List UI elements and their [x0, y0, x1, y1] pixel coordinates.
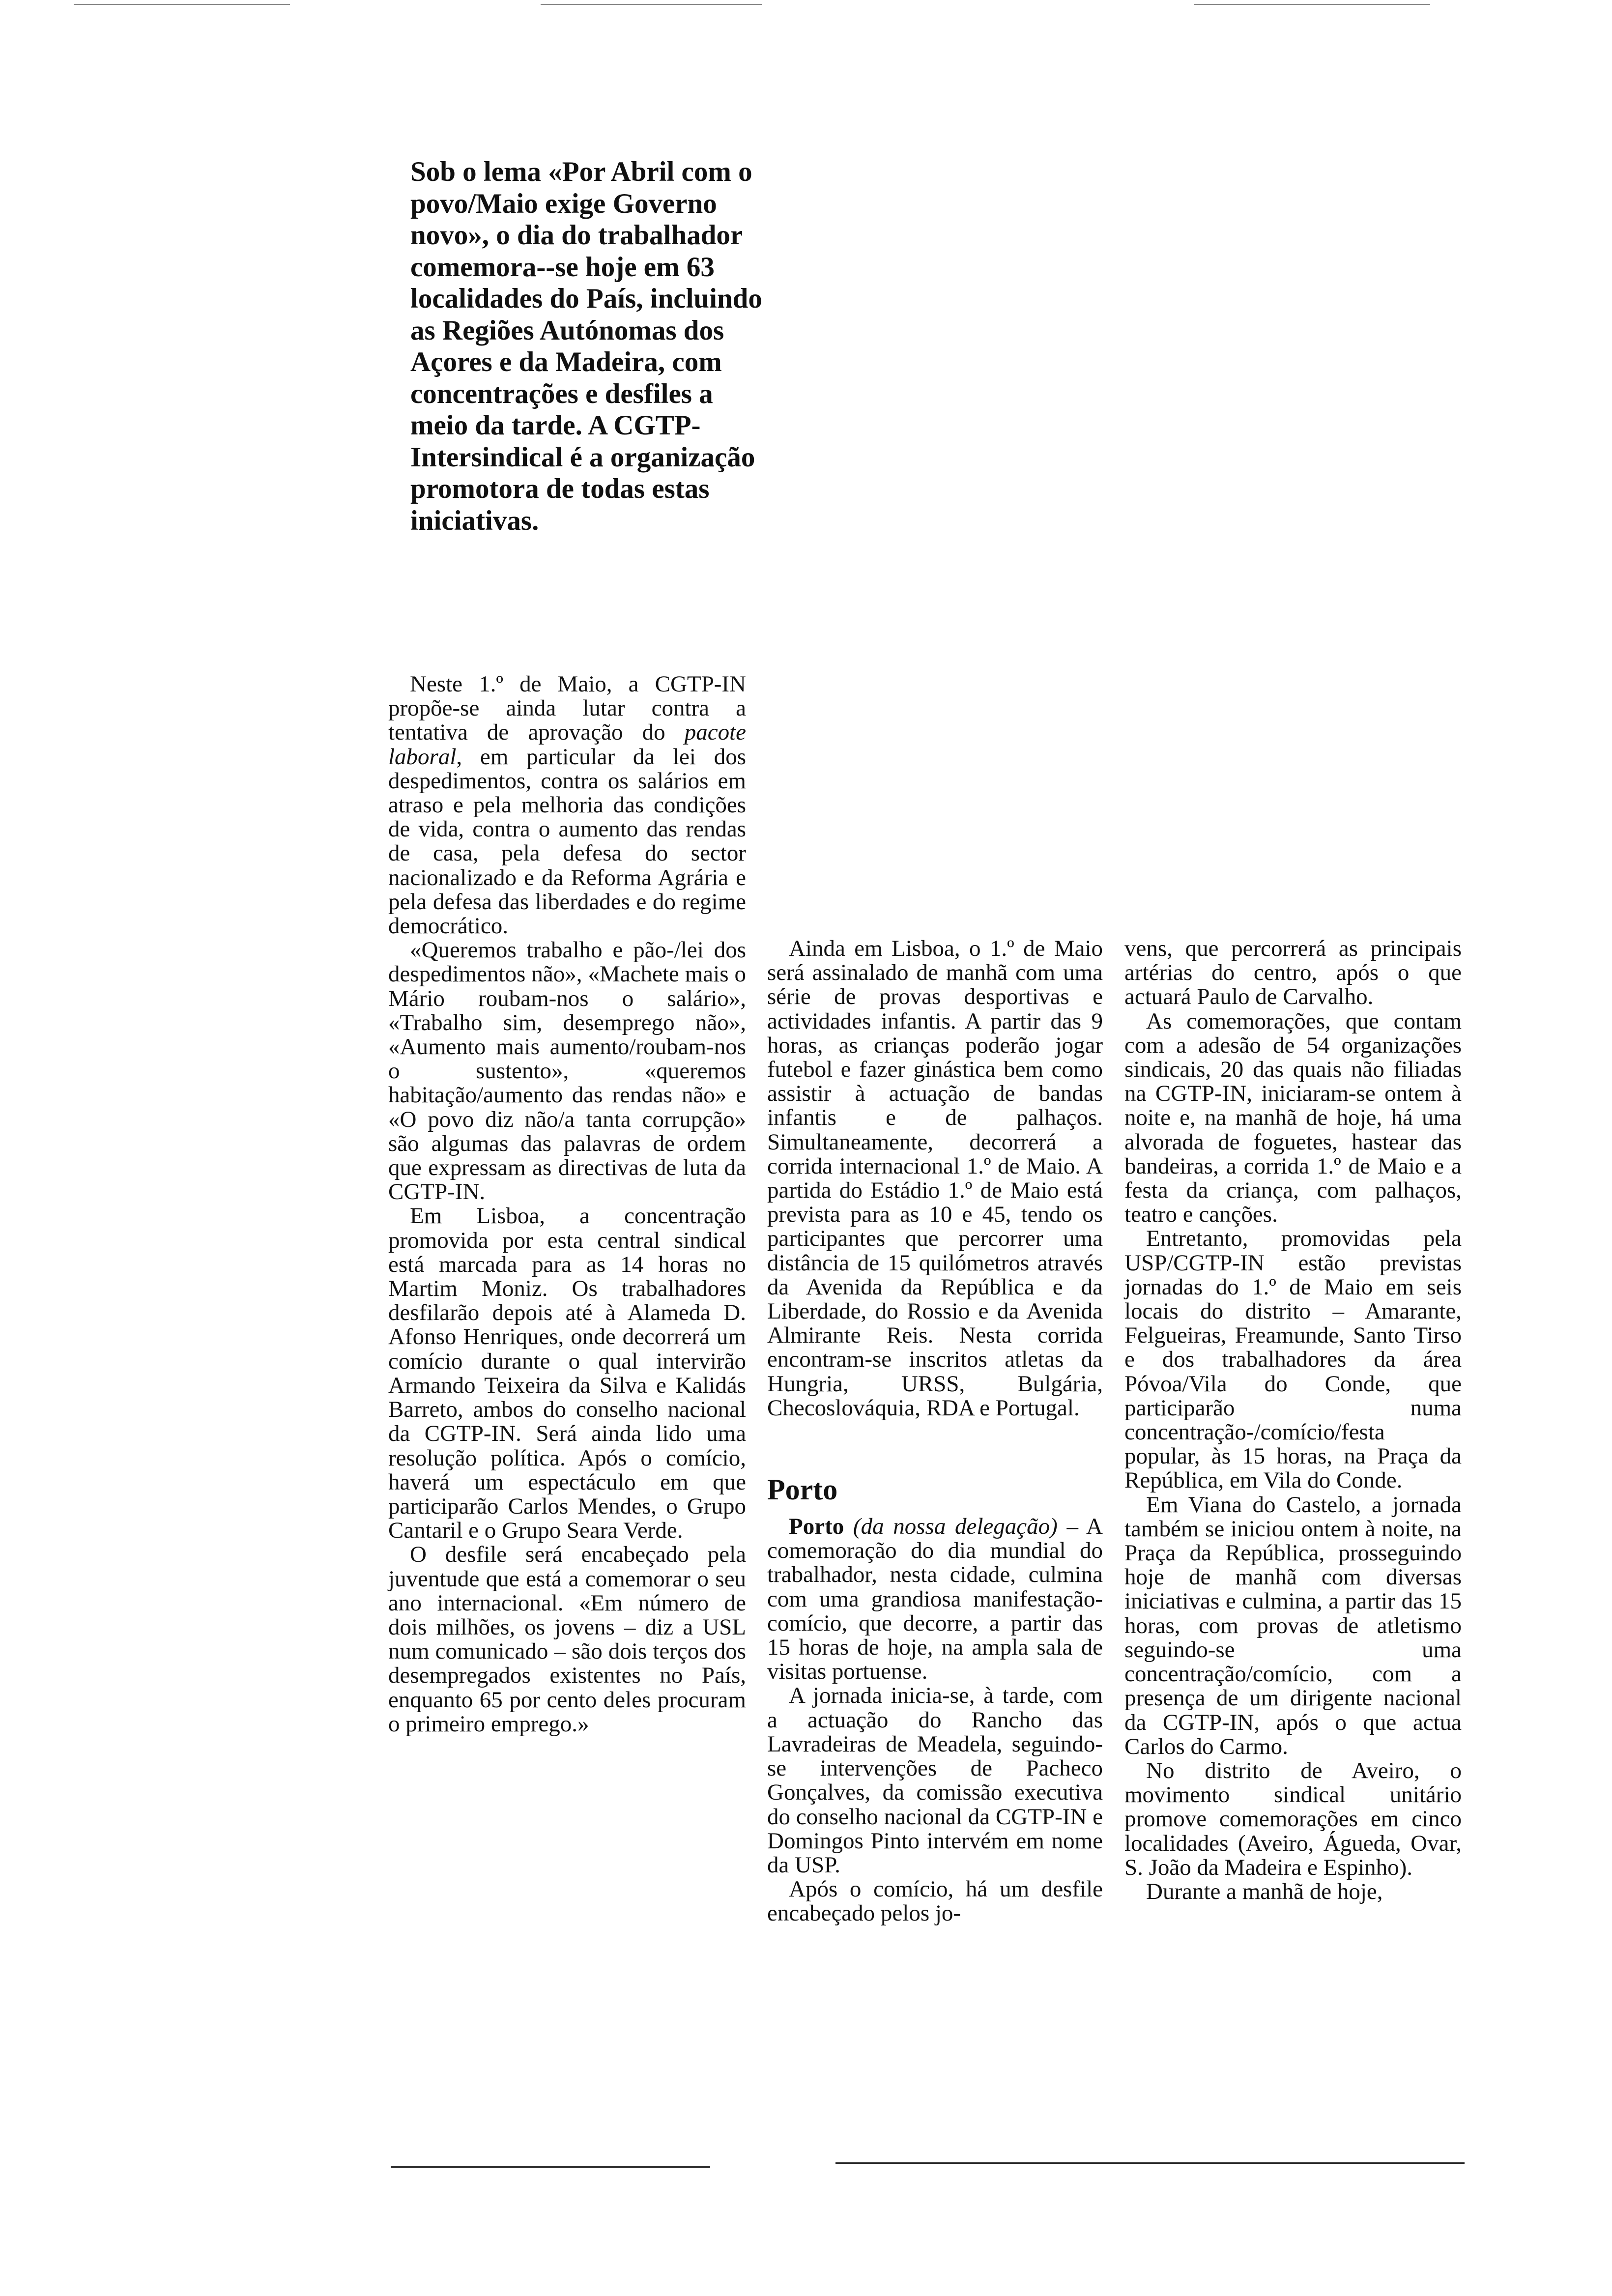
- top-rule-left: [74, 4, 290, 5]
- col3-paragraph-6: Durante a manhã de hoje,: [1146, 1878, 1383, 1904]
- article-column-3: [1124, 937, 1462, 1904]
- col3-paragraph-4: Em Viana do Castelo, a jornada também se iniciou ontem à noite, na Praça da República, prosseguindo hoje de manhã com diversas iniciativas e culmina, a partir das 15 horas, com provas de atletismo seguindo-se uma concentração/comício, com a presença de um dirigente nacional da CGTP-IN, após o que actua Carlos do Carmo.: [1124, 1492, 1462, 1759]
- article-column-1: [388, 672, 746, 1736]
- bottom-rule-left: [391, 2166, 710, 2168]
- col1-paragraph-4: O desfile será encabeçado pela juventude que está a comemorar o seu ano internacional. «Em número de dois milhões, os jovens – diz a USL num comunicado – são dois terços dos desempregados existentes no País, enquanto 65 por cento deles procuram o primeiro emprego.»: [388, 1542, 746, 1737]
- col3-paragraph-2: As comemorações, que contam com a adesão de 54 organizações sindicais, 20 das quais não filiadas na CGTP-IN, iniciaram-se ontem à noite e, na manhã de hoje, há uma alvorada de foguetes, hastear das bandeiras, a corrida 1.º de Maio e a festa da criança, com palhaços, teatro e canções.: [1124, 1008, 1462, 1228]
- top-rule-center: [541, 4, 762, 5]
- col3-paragraph-5: No distrito de Aveiro, o movimento sindical unitário promove comemorações em cinco localidades (Aveiro, Águeda, Ovar, S. João da Madeira e Espinho).: [1124, 1757, 1462, 1880]
- col2-paragraph-2: Porto (da nossa delegação) – A comemoração do dia mundial do trabalhador, nesta cidade, culmina com uma grandiosa manifestação-comício, que decorre, a partir das 15 horas de hoje, na ampla sala de visitas portuense.: [767, 1514, 1103, 1685]
- col1-paragraph-1: Neste 1.º de Maio, a CGTP-IN propõe-se ainda lutar contra a tentativa de aprovação do pacote laboral, em particular da lei dos despedimentos, contra os salários em atraso e pela melhoria das condições de vida, contra o aumento das rendas de casa, pela defesa do sector nacionalizado e da Reforma Agrária e pela defesa das liberdades e do regime democrático.: [388, 671, 746, 939]
- lead-paragraph: Sob o lema «Por Abril com o povo/Maio exige Governo novo», o dia do trabalhador comemora--se hoje em 63 localidades do País, incluindo as Regiões Autónomas dos Açores e da Madeira, com concentrações e desfiles a meio da tarde. A CGTP-Intersindical é a organização promotora de todas estas iniciativas.: [410, 156, 762, 536]
- col2-paragraph-1: Ainda em Lisboa, o 1.º de Maio será assinalado de manhã com uma série de provas desportivas e actividades infantis. A partir das 9 horas, as crianças poderão jogar futebol e fazer ginástica bem como assistir à actuação de bandas infantis e de palhaços. Simultaneamente, decorrerá a corrida internacional 1.º de Maio. A partida do Estádio 1.º de Maio está prevista para as 10 e 45, tendo os participantes que percorrer uma distância de 15 quilómetros através da Avenida da República e da Liberdade, do Rossio e da Avenida Almirante Reis. Nesta corrida encontram-se inscritos atletas da Hungria, URSS, Bulgária, Checoslováquia, RDA e Portugal.: [767, 936, 1103, 1421]
- top-rule-right: [1194, 4, 1430, 5]
- section-heading-porto: Porto: [767, 1473, 838, 1506]
- article-column-2: [767, 937, 1103, 1926]
- col1-paragraph-3: Em Lisboa, a concentração promovida por esta central sindical está marcada para as 14 horas no Martim Moniz. Os trabalhadores desfilarão depois até à Alameda D. Afonso Henriques, onde decorrerá um comício durante o qual intervirão Armando Teixeira da Silva e Kalidás Barreto, ambos do conselho nacional da CGTP-IN. Será ainda lido uma resolução política. Após o comício, haverá um espectáculo em que participarão Carlos Mendes, o Grupo Cantaril e o Grupo Seara Verde.: [388, 1203, 746, 1544]
- col3-paragraph-3: Entretanto, promovidas pela USP/CGTP-IN estão previstas jornadas do 1.º de Maio em seis locais do distrito – Amarante, Felgueiras, Freamunde, Santo Tirso e dos trabalhadores da área Póvoa/Vila do Conde, que participarão numa concentração-/comício/festa popular, às 15 horas, na Praça da República, em Vila do Conde.: [1124, 1226, 1462, 1493]
- col2-paragraph-4: Após o comício, há um desfile encabeçado pelos jo-: [767, 1876, 1103, 1926]
- col1-paragraph-2: «Queremos trabalho e pão-/lei dos despedimentos não», «Machete mais o Mário roubam-nos o salário», «Trabalho sim, desemprego não», «Aumento mais aumento/roubam-nos o sustento», «queremos habitação/aumento das rendas não» e «O povo diz não/a tanta corrupção» são algumas das palavras de ordem que expressam as directivas de luta da CGTP-IN.: [388, 937, 746, 1205]
- col3-paragraph-1: vens, que percorrerá as principais artérias do centro, após o que actuará Paulo de Carvalho.: [1124, 936, 1462, 1010]
- col2-paragraph-3: A jornada inicia-se, à tarde, com a actuação do Rancho das Lavradeiras de Meadela, seguindo-se intervenções de Pacheco Gonçalves, da comissão executiva do conselho nacional da CGTP-IN e Domingos Pinto intervém em nome da USP.: [767, 1683, 1103, 1878]
- bottom-rule-right: [835, 2162, 1465, 2164]
